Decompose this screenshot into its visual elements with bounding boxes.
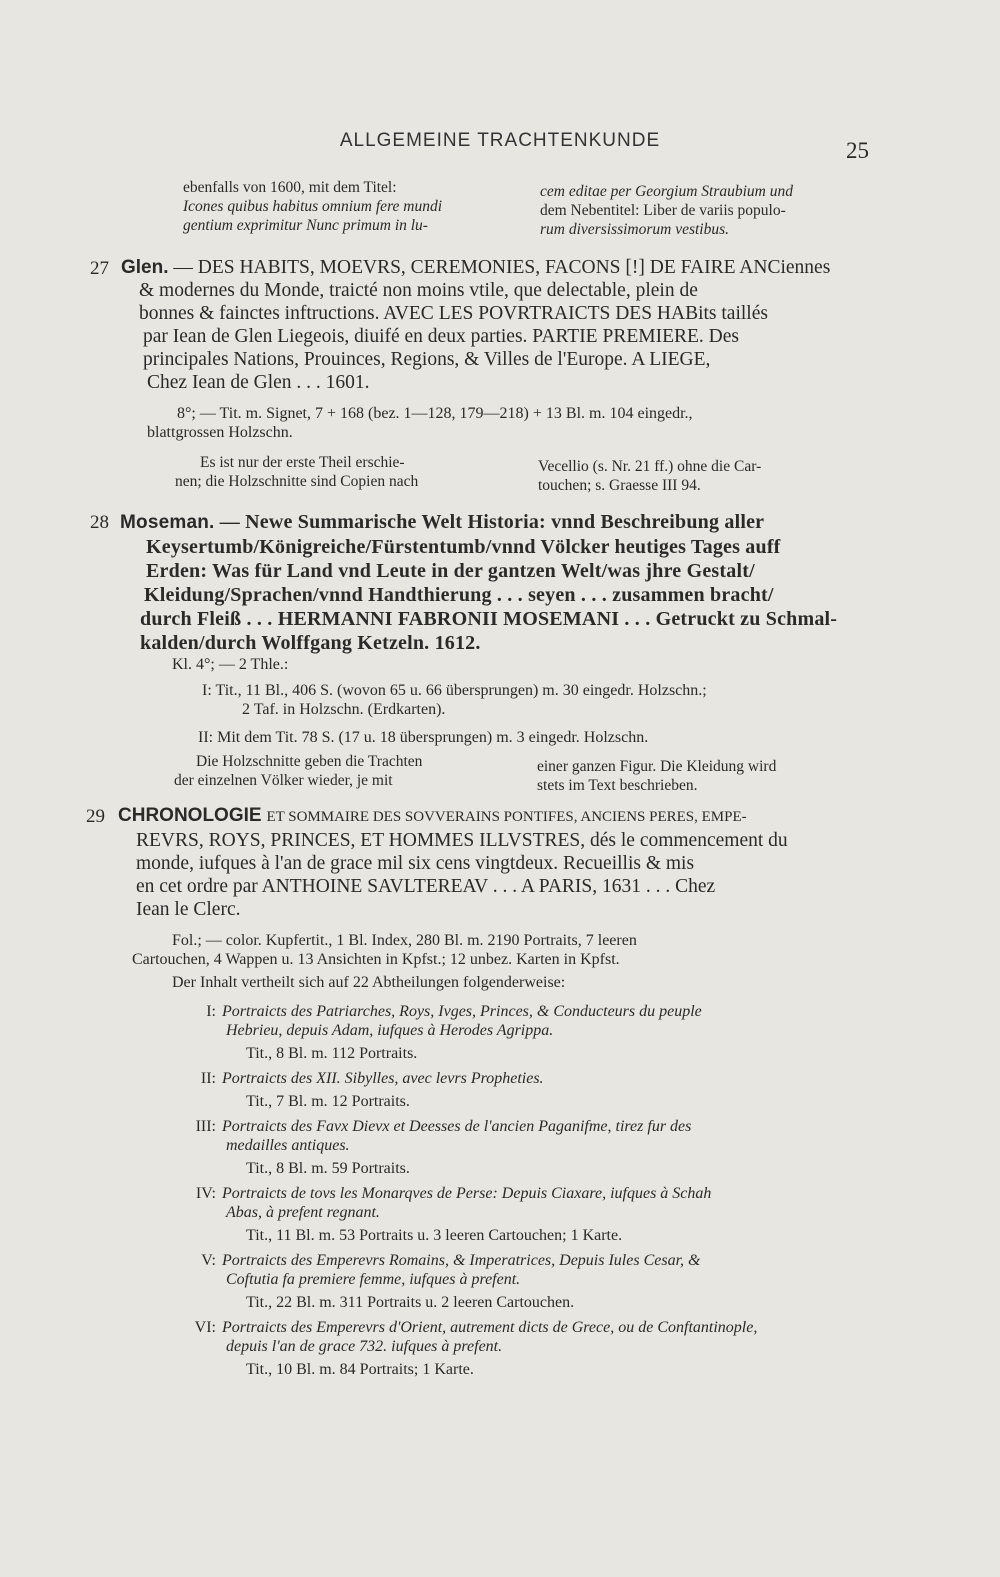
section-item (190, 1069, 880, 1111)
section-numeral: II: (200, 1070, 216, 1087)
intro-right-line: rum diversissimorum vestibus. (540, 221, 730, 238)
entry-27-note-left (175, 453, 520, 491)
intro-right-line: cem editae per Georgium Straubium und (540, 183, 793, 200)
section-title: depuis l'an de grace 732. iufques à prefent. (226, 1338, 503, 1355)
page-number: 25 (846, 138, 869, 163)
entry-number: 29 (86, 806, 105, 827)
section-title: Portraicts des Emperevrs d'Orient, autrement dicts de Grece, ou de Conftantinople, (222, 1319, 758, 1336)
note-line: Vecellio (s. Nr. 21 ff.) ohne die Car- (538, 458, 762, 475)
entry-27-note-right (538, 457, 873, 495)
entry-29-body (118, 804, 878, 921)
running-title: ALLGEMEINE TRACHTENKUNDE (339, 130, 661, 151)
entry-28-note-right (537, 757, 877, 795)
intro-left-line: ebenfalls von 1600, mit dem Titel: (183, 179, 397, 196)
entry-29-name: CHRONOLOGIE (118, 805, 262, 826)
entry-28-line: — Newe Summarische Welt Historia: vnnd Beschreibung aller (219, 511, 765, 533)
note-line: Es ist nur der erste Theil erschie- (200, 454, 405, 471)
entry-29-line: monde, iufques à l'an de grace mil six cens vingtdeux. Recueillis & mis (136, 853, 695, 874)
entry-number: 27 (90, 258, 109, 279)
section-desc: Tit., 7 Bl. m. 12 Portraits. (246, 1093, 410, 1110)
section-desc: Tit., 8 Bl. m. 59 Portraits. (246, 1160, 410, 1177)
section-desc: Tit., 11 Bl. m. 53 Portraits u. 3 leeren Cartouchen; 1 Karte. (246, 1227, 623, 1244)
meta-line: II: Mit dem Tit. 78 S. (17 u. 18 übersprungen) m. 3 eingedr. Holzschn. (198, 729, 649, 746)
meta-line: Cartouchen, 4 Wappen u. 13 Ansichten in Kpfst.; 12 unbez. Karten in Kpfst. (132, 951, 620, 968)
entry-27-line: par Iean de Glen Liegeois, diuifé en deux parties. PARTIE PREMIERE. Des (143, 326, 739, 347)
section-title: Portraicts de tovs les Monarqves de Perse: Depuis Ciaxare, iufques à Schah (222, 1185, 712, 1202)
entry-28-body (120, 510, 880, 655)
section-numeral: VI: (194, 1319, 216, 1336)
intro-left-column (183, 178, 518, 235)
section-title: Portraicts des Patriarches, Roys, Ivges, Princes, & Conducteurs du peuple (222, 1003, 702, 1020)
note-line: touchen; s. Graesse III 94. (538, 477, 701, 494)
note-line: einer ganzen Figur. Die Kleidung wird (537, 758, 777, 775)
section-desc: Tit., 22 Bl. m. 311 Portraits u. 2 leeren Cartouchen. (246, 1294, 575, 1311)
section-desc: Tit., 10 Bl. m. 84 Portraits; 1 Karte. (246, 1361, 474, 1378)
section-title: Abas, à prefent regnant. (226, 1204, 380, 1221)
section-title: Coftutia fa premiere femme, iufques à prefent. (226, 1271, 521, 1288)
meta-line: I: Tit., 11 Bl., 406 S. (wovon 65 u. 66 übersprungen) m. 30 eingedr. Holzschn.; (202, 682, 707, 699)
entry-28-line: Keysertumb/Königreiche/Fürstentumb/vnnd Völcker heutiges Tages auff (146, 536, 781, 558)
meta-line: 8°; — Tit. m. Signet, 7 + 168 (bez. 1—128, 179—218) + 13 Bl. m. 104 eingedr., (177, 405, 693, 422)
entry-number: 28 (90, 512, 109, 533)
section-item (190, 1251, 880, 1312)
entry-29-number (86, 806, 105, 828)
section-title: Hebrieu, depuis Adam, iufques à Herodes Agrippa. (226, 1022, 554, 1039)
entry-29-line: Iean le Clerc. (136, 899, 241, 920)
meta-line: blattgrossen Holzschn. (147, 424, 293, 441)
entry-29-line: REVRS, ROYS, PRINCES, ET HOMMES ILLVSTRES, dés le commencement du (136, 830, 788, 851)
meta-line: Der Inhalt vertheilt sich auf 22 Abtheilungen folgenderweise: (172, 974, 566, 991)
section-numeral: I: (206, 1003, 216, 1020)
entry-27-line: bonnes & fainctes inftructions. AVEC LES POVRTRAICTS DES HABits taillés (139, 303, 768, 324)
entry-28-name: Moseman. (120, 512, 215, 533)
entry-28-number (90, 512, 109, 534)
entry-27-body (121, 256, 881, 394)
section-title: Portraicts des Emperevrs Romains, & Imperatrices, Depuis Iules Cesar, & (222, 1252, 701, 1269)
section-numeral: IV: (195, 1185, 216, 1202)
section-title: medailles antiques. (226, 1137, 350, 1154)
section-item (190, 1002, 880, 1063)
entry-28-line: Kleidung/Sprachen/vnnd Handthierung . . . seyen . . . zusammen bracht/ (144, 584, 774, 606)
section-title: Portraicts des XII. Sibylles, avec levrs Propheties. (222, 1070, 544, 1087)
intro-right-line: dem Nebentitel: Liber de variis populo- (540, 202, 786, 219)
entry-28-meta (172, 655, 892, 747)
section-item (190, 1184, 880, 1245)
entry-27-number (90, 258, 109, 280)
entry-29-line: en cet ordre par ANTHOINE SAVLTEREAV . . . A PARIS, 1631 . . . Chez (136, 876, 716, 897)
entry-28-line: kalden/durch Wolffgang Ketzeln. 1612. (140, 632, 481, 654)
meta-line: Fol.; — color. Kupfertit., 1 Bl. Index, 280 Bl. m. 2190 Portraits, 7 leeren (172, 932, 637, 949)
entry-29-line: ET SOMMAIRE DES SOVVERAINS PONTIFES, ANCIENS PERES, EMPE- (266, 809, 747, 825)
entry-27-meta (147, 404, 887, 442)
section-item (190, 1117, 880, 1178)
intro-left-line: gentium exprimitur Nunc primum in lu- (183, 217, 428, 234)
note-line: nen; die Holzschnitte sind Copien nach (175, 473, 419, 490)
section-numeral: V: (201, 1252, 216, 1269)
section-list (190, 1002, 880, 1379)
note-line: Die Holzschnitte geben die Trachten (196, 753, 423, 770)
entry-28-line: Erden: Was für Land vnd Leute in der gantzen Welt/was jhre Gestalt/ (146, 560, 755, 582)
section-item (190, 1318, 880, 1379)
entry-27-name: Glen. (121, 257, 169, 278)
entry-27-line: Chez Iean de Glen . . . 1601. (147, 372, 370, 393)
section-numeral: III: (195, 1118, 216, 1135)
entry-28-line: durch Fleiß . . . HERMANNI FABRONII MOSEMANI . . . Getruckt zu Schmal- (140, 608, 838, 630)
note-line: stets im Text beschrieben. (537, 777, 698, 794)
note-line: der einzelnen Völker wieder, je mit (174, 772, 393, 789)
entry-29-meta (132, 931, 877, 992)
intro-left-line: Icones quibus habitus omnium fere mundi (183, 198, 443, 215)
entry-28-note-left (174, 752, 519, 790)
intro-right-column (540, 182, 870, 239)
entry-27-line: principales Nations, Prouinces, Regions, & Villes de l'Europe. A LIEGE, (143, 349, 711, 370)
meta-line: 2 Taf. in Holzschn. (Erdkarten). (242, 701, 446, 718)
meta-line: Kl. 4°; — 2 Thle.: (172, 656, 289, 673)
section-desc: Tit., 8 Bl. m. 112 Portraits. (246, 1045, 418, 1062)
section-title: Portraicts des Favx Dievx et Deesses de l'ancien Paganifme, tirez fur des (222, 1118, 692, 1135)
entry-27-line: — DES HABITS, MOEVRS, CEREMONIES, FACONS [!] DE FAIRE ANCiennes (173, 257, 831, 278)
entry-27-line: & modernes du Monde, traicté non moins vtile, que delectable, plein de (139, 280, 698, 301)
